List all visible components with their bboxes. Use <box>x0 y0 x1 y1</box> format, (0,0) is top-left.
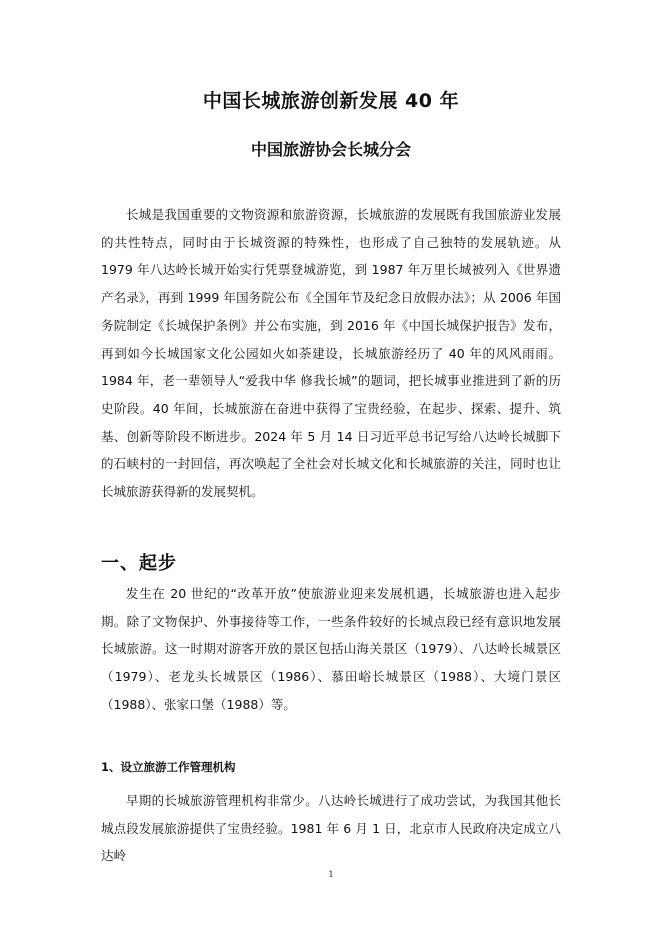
page-number: 1 <box>328 870 334 879</box>
document-subtitle: 中国旅游协会长城分会 <box>250 140 411 159</box>
section-paragraph: 发生在 20 世纪的“改革开放”使旅游业迎来发展机遇，长城旅游也进入起步期。除了文物保护、外事接待等工作，一些条件较好的长城点段已经有意识地发展长城旅游。这一时期对游客开放的景区包括山海关景区（1979）、八达岭长城景区（1979）、老龙头长城景区（1986）、慕田峪长城景区（1988）、大境门景区（1988）、张家口堡（1988）等。 <box>101 586 561 712</box>
subsection-paragraph: 早期的长城旅游管理机构非常少。八达岭长城进行了成功尝试，为我国其他长城点段发展旅游提供了宝贵经验。1981 年 6 月 1 日，北京市人民政府决定成立八达岭 <box>101 793 561 864</box>
intro-paragraph: 长城是我国重要的文物资源和旅游资源，长城旅游的发展既有我国旅游业发展的共性特点，同时由于长城资源的特殊性，也形成了自己独特的发展轨迹。从 1979 年八达岭长城开始实行凭票登城游览，到 1987 年万里长城被列入《世界遗产名录》，再到 1999 年国务院公布《全国年节及纪念日放假办法》；从 2006 年国务院制定《长城保护条例》并公布实施，到 2016 年《中国长城保护报告》发布，再到如今长城国家文化公园如火如荼建设，长城旅游经历了 40 年的风风雨雨。1984 年，老一辈领导人“爱我中华 修我长城”的题词，把长城事业推进到了新的历史阶段。40 年间，长城旅游在奋进中获得了宝贵经验，在起步、探索、提升、筑基、创新等阶段不断进步。2024 年 5 月 14 日习近平总书记写给八达岭长城脚下的石峡村的一封回信，再次唤起了全社会对长城文化和长城旅游的关注，同时也让长城旅游获得新的发展契机。 <box>101 207 561 500</box>
section-heading: 一、起步 <box>101 553 177 574</box>
subsection-heading: 1、设立旅游工作管理机构 <box>101 760 236 774</box>
document-title: 中国长城旅游创新发展 40 年 <box>202 90 460 112</box>
